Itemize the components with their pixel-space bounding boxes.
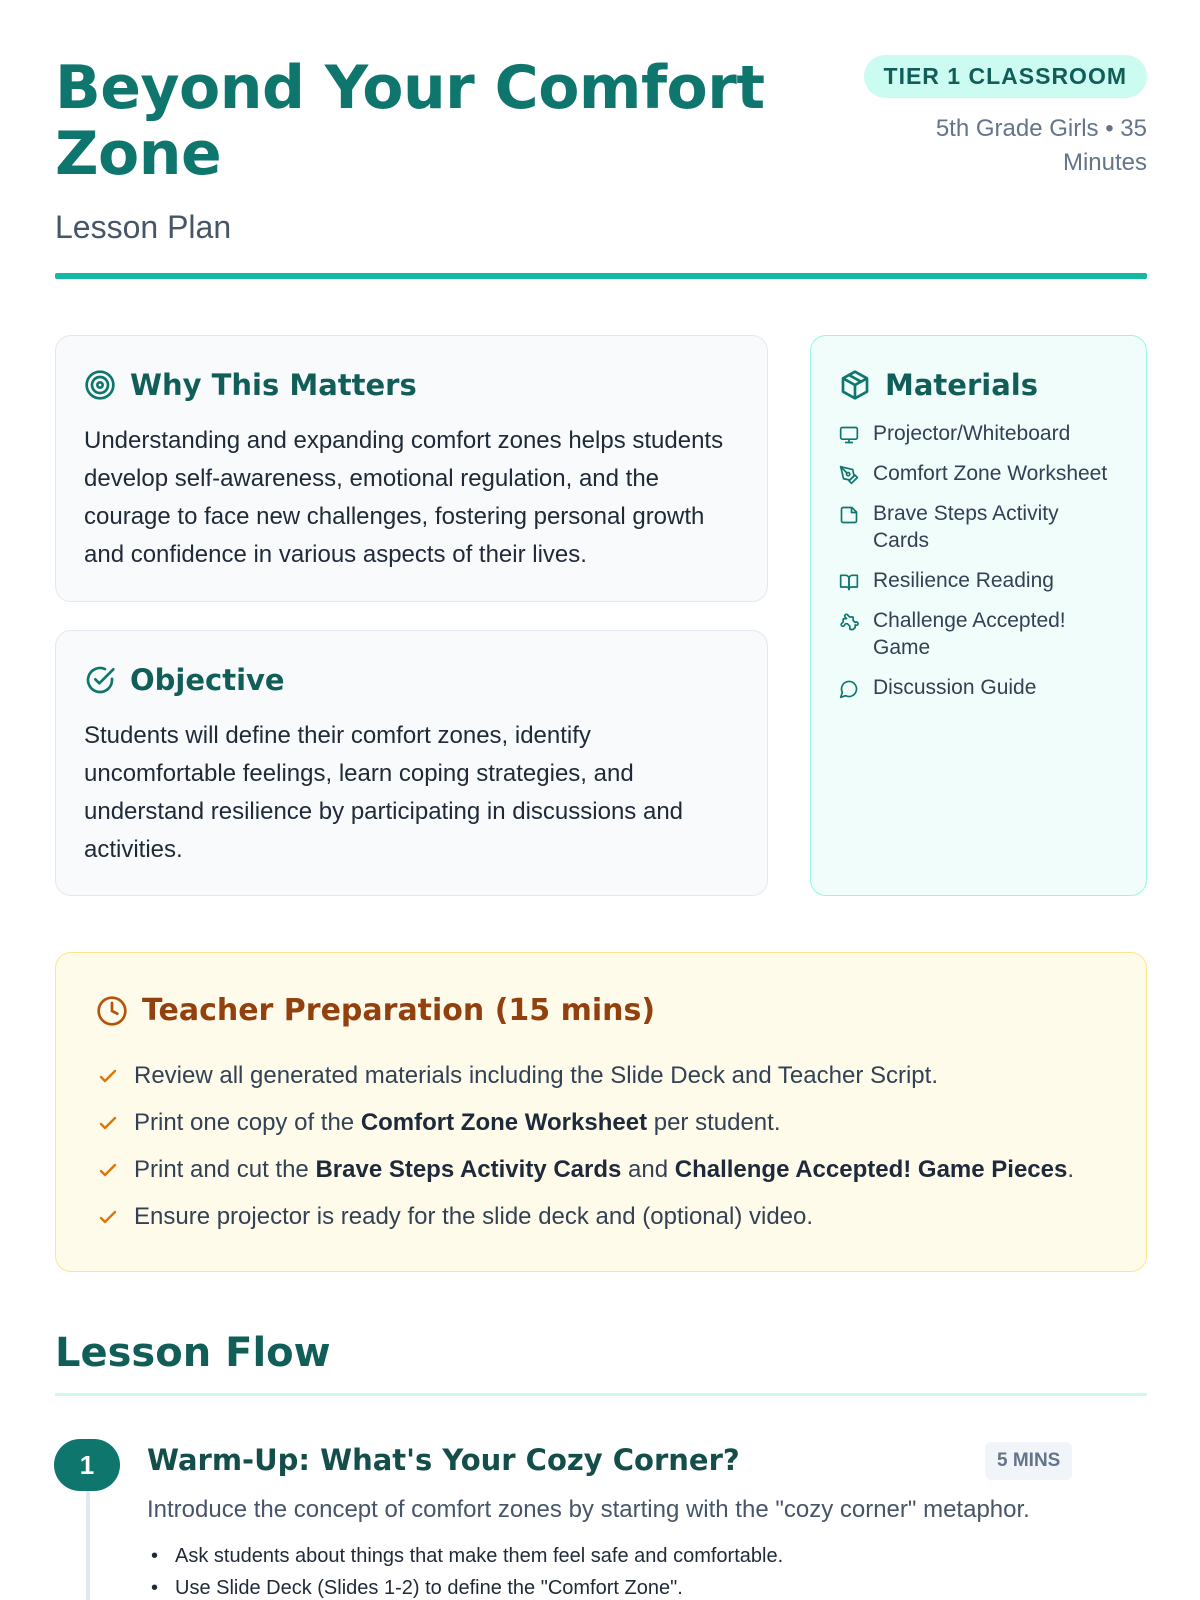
list-item — [96, 1052, 1106, 1099]
header-divider — [55, 273, 1147, 279]
list-item — [839, 420, 1118, 447]
check-icon — [96, 1064, 120, 1088]
material-label: Resilience Reading — [873, 569, 1054, 592]
tier-badge: TIER 1 CLASSROOM — [864, 55, 1147, 98]
materials-title: Materials — [885, 368, 1038, 402]
material-label: Discussion Guide — [873, 676, 1037, 699]
list-item — [839, 607, 1118, 661]
check-circle-icon — [84, 664, 116, 696]
list-item — [839, 500, 1118, 554]
why-this-matters-card — [55, 335, 768, 602]
page-title: Beyond Your Comfort Zone — [55, 53, 765, 189]
prep-item-text: Ensure projector is ready for the slide deck and (optional) video. — [134, 1202, 814, 1230]
material-label: Comfort Zone Worksheet — [873, 462, 1108, 485]
material-label: Brave Steps Activity Cards — [873, 502, 1059, 552]
check-icon — [96, 1158, 120, 1182]
step-number-badge: 1 — [54, 1439, 120, 1491]
why-this-matters-body: Understanding and expanding comfort zones helps students develop self-awareness, emotional regulation, and the courage to face new challenges, fostering personal growth and confidence in various aspects of their lives. — [84, 427, 724, 568]
list-item — [96, 1099, 1106, 1146]
package-icon — [839, 369, 871, 401]
header-meta — [847, 55, 1147, 180]
step-description: Introduce the concept of comfort zones by starting with the "cozy corner" metaphor. — [147, 1496, 1030, 1523]
timeline-connector — [86, 1480, 90, 1600]
page-subtitle: Lesson Plan — [55, 209, 232, 245]
puzzle-icon — [839, 612, 859, 632]
material-label: Projector/Whiteboard — [873, 422, 1071, 445]
check-icon — [96, 1205, 120, 1229]
step-duration-badge: 5 MINS — [985, 1442, 1072, 1480]
materials-card — [810, 335, 1147, 896]
teacher-preparation-card — [55, 952, 1147, 1272]
message-circle-icon — [839, 679, 859, 699]
pen-tool-icon — [839, 465, 859, 485]
step-title: Warm-Up: What's Your Cozy Corner? — [147, 1443, 740, 1477]
teacher-preparation-title: Teacher Preparation (15 mins) — [142, 993, 656, 1028]
objective-title: Objective — [130, 663, 285, 697]
target-icon — [84, 369, 116, 401]
list-item: • Use Slide Deck (Slides 1-2) to define the "Comfort Zone". — [147, 1572, 783, 1600]
check-icon — [96, 1111, 120, 1135]
lesson-flow-divider — [55, 1393, 1147, 1396]
prep-item-text: Print one copy of the Comfort Zone Worksheet per student. — [134, 1108, 781, 1136]
book-open-icon — [839, 572, 859, 592]
list-item — [96, 1146, 1106, 1193]
list-item — [839, 460, 1118, 487]
lesson-flow-title: Lesson Flow — [55, 1330, 331, 1376]
preparation-checklist — [96, 1052, 1106, 1240]
monitor-icon — [839, 425, 859, 445]
objective-body: Students will define their comfort zones, identify uncomfortable feelings, learn coping strategies, and understand resilience by participating in discussions and activities. — [84, 722, 684, 863]
list-item — [839, 674, 1118, 701]
prep-item-text: Print and cut the Brave Steps Activity Cards and Challenge Accepted! Game Pieces. — [134, 1155, 1075, 1183]
list-item: • Ask students about things that make them feel safe and comfortable. — [147, 1540, 783, 1572]
prep-item-text: Review all generated materials including the Slide Deck and Teacher Script. — [134, 1061, 938, 1089]
page-header — [55, 55, 1147, 285]
why-this-matters-title: Why This Matters — [130, 368, 417, 402]
materials-list — [839, 420, 1118, 701]
clock-icon — [96, 995, 128, 1027]
material-label: Challenge Accepted! Game — [873, 609, 1066, 659]
audience-duration: 5th Grade Girls • 35 Minutes — [935, 115, 1147, 176]
list-item — [96, 1193, 1106, 1240]
sticky-note-icon — [839, 505, 859, 525]
list-item — [839, 567, 1118, 594]
objective-card — [55, 630, 768, 896]
step-bullet-list — [147, 1540, 783, 1600]
